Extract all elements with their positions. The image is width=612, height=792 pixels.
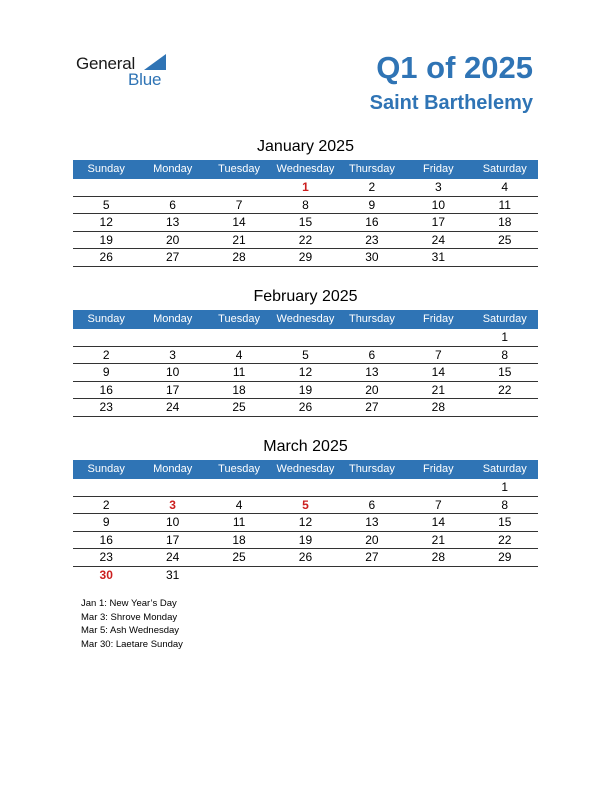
day-cell: 20 <box>365 382 379 397</box>
day-cell: 27 <box>165 250 180 264</box>
logo-blue-text: Blue <box>128 70 162 89</box>
day-cell: 5 <box>302 347 309 362</box>
day-cell: 7 <box>235 197 243 212</box>
day-cell: 24 <box>165 400 180 414</box>
week-row <box>73 567 538 584</box>
weekday-label: Saturday <box>482 463 527 475</box>
day-cell: 3 <box>169 347 176 362</box>
day-cell <box>206 567 272 584</box>
weekday-label: Sunday <box>87 163 125 175</box>
page-subtitle: Saint Barthelemy <box>369 92 533 114</box>
day-cell: 6 <box>368 347 376 362</box>
weekday-label: Tuesday <box>218 463 260 475</box>
day-cell: 10 <box>431 197 445 212</box>
day-cell: 18 <box>232 382 246 397</box>
day-cell <box>139 329 205 346</box>
day-cell: 9 <box>102 365 110 379</box>
day-cell <box>139 479 205 496</box>
day-cell: 24 <box>165 550 180 564</box>
day-cell: 28 <box>431 550 445 564</box>
day-cell <box>206 329 272 346</box>
day-cell: 20 <box>365 532 379 547</box>
day-cell: 2 <box>368 180 376 194</box>
day-cell: 6 <box>169 197 176 212</box>
day-cell: 9 <box>368 197 376 212</box>
day-cell: 18 <box>498 215 512 229</box>
weekday-label: Wednesday <box>276 463 335 475</box>
day-cell: 25 <box>232 400 246 414</box>
day-cell <box>139 179 205 196</box>
day-cell: 22 <box>498 382 512 397</box>
day-cell: 7 <box>434 497 442 512</box>
day-cell: 13 <box>365 515 379 529</box>
week-row <box>73 197 538 215</box>
day-cell: 29 <box>298 250 313 264</box>
day-cell: 8 <box>501 347 509 362</box>
weekday-label: Wednesday <box>276 313 335 325</box>
day-cell: 21 <box>431 382 445 397</box>
day-cell <box>405 479 471 496</box>
day-cell: 14 <box>232 215 246 229</box>
week-row <box>73 514 538 532</box>
weekday-label: Monday <box>153 163 193 175</box>
day-cell: 30 <box>365 250 379 264</box>
day-cell <box>272 479 338 496</box>
weekday-label: Sunday <box>87 313 125 325</box>
day-cell <box>405 567 471 584</box>
day-cell <box>73 179 139 196</box>
day-cell: 13 <box>365 365 379 379</box>
day-cell: 27 <box>365 400 379 414</box>
day-cell: 26 <box>298 400 313 414</box>
week-row <box>73 249 538 267</box>
day-cell <box>206 179 272 196</box>
day-cell <box>472 567 538 584</box>
week-row <box>73 497 538 515</box>
weekday-label: Wednesday <box>276 163 335 175</box>
day-cell: 22 <box>298 232 313 247</box>
page-title: Q1 of 2025 <box>376 50 533 85</box>
week-row <box>73 364 538 382</box>
day-cell: 18 <box>232 532 246 547</box>
day-cell <box>206 479 272 496</box>
weekday-label: Friday <box>423 313 454 325</box>
day-cell: 11 <box>232 365 246 379</box>
weekday-label: Friday <box>423 163 454 175</box>
weekday-label: Monday <box>153 313 193 325</box>
day-cell: 2 <box>102 347 110 362</box>
logo-general-text: General <box>76 54 136 73</box>
day-cell: 21 <box>232 232 246 247</box>
day-cell: 31 <box>165 567 180 582</box>
day-cell: 14 <box>431 515 445 529</box>
day-cell: 11 <box>498 197 511 212</box>
generalblue-logo <box>76 52 176 92</box>
day-cell: 8 <box>302 197 309 212</box>
holiday-notes <box>81 597 183 651</box>
day-cell: 23 <box>365 232 379 247</box>
day-cell: 19 <box>99 232 113 247</box>
week-row <box>73 382 538 400</box>
week-row <box>73 347 538 365</box>
day-cell: 1 <box>302 180 309 194</box>
day-cell: 4 <box>235 497 243 512</box>
week-row <box>73 214 538 232</box>
week-row <box>73 329 538 347</box>
weekday-label: Saturday <box>482 313 527 325</box>
day-cell: 5 <box>102 197 110 212</box>
day-cell <box>339 479 405 496</box>
day-cell: 17 <box>165 382 180 397</box>
day-cell: 3 <box>169 497 176 512</box>
day-cell: 11 <box>232 515 246 529</box>
day-cell: 20 <box>165 232 180 247</box>
day-cell: 9 <box>102 515 110 529</box>
day-cell: 15 <box>298 215 313 229</box>
holiday-note: Jan 1: New Year’s Day <box>81 598 177 609</box>
day-cell: 16 <box>99 532 113 547</box>
holiday-note: Mar 5: Ash Wednesday <box>81 625 180 636</box>
weekday-label: Friday <box>423 463 454 475</box>
day-cell <box>472 399 538 416</box>
day-cell: 16 <box>99 382 113 397</box>
day-cell <box>272 329 338 346</box>
day-cell: 26 <box>298 550 313 564</box>
day-cell: 19 <box>298 382 313 397</box>
day-cell: 10 <box>165 515 180 529</box>
week-row <box>73 232 538 250</box>
day-cell <box>272 567 338 584</box>
week-row <box>73 532 538 550</box>
month-title: February 2025 <box>253 288 358 305</box>
day-cell: 12 <box>298 515 313 529</box>
week-row <box>73 549 538 567</box>
day-cell: 29 <box>498 550 512 564</box>
day-cell <box>339 567 405 584</box>
week-row <box>73 399 538 417</box>
day-cell <box>339 329 405 346</box>
logo-triangle-icon <box>144 54 166 70</box>
day-cell: 6 <box>368 497 376 512</box>
month-title: January 2025 <box>257 138 354 155</box>
weekday-label: Thursday <box>348 463 395 475</box>
day-cell: 17 <box>431 215 445 229</box>
day-cell: 12 <box>99 215 113 229</box>
day-cell: 23 <box>99 550 113 564</box>
holiday-note: Mar 30: Laetare Sunday <box>81 638 183 650</box>
day-cell <box>405 329 471 346</box>
weekday-label: Saturday <box>482 163 527 175</box>
weekday-label: Monday <box>153 463 193 475</box>
day-cell: 3 <box>434 180 442 194</box>
day-cell: 30 <box>99 567 113 582</box>
day-cell: 12 <box>298 365 313 379</box>
weekday-label: Tuesday <box>218 313 260 325</box>
day-cell: 28 <box>431 400 445 414</box>
day-cell: 10 <box>165 365 180 379</box>
month-february <box>73 286 538 417</box>
day-cell: 13 <box>165 215 180 229</box>
day-cell: 25 <box>498 232 512 247</box>
day-cell: 1 <box>501 330 509 344</box>
day-cell: 26 <box>99 250 113 264</box>
week-row <box>73 479 538 497</box>
month-march <box>73 436 538 583</box>
weekday-label: Sunday <box>87 463 125 475</box>
holiday-note: Mar 3: Shrove Monday <box>81 611 178 623</box>
day-cell: 22 <box>498 532 512 547</box>
day-cell: 28 <box>232 250 246 264</box>
day-cell: 8 <box>501 497 509 512</box>
month-title: March 2025 <box>263 438 348 455</box>
weekday-label: Tuesday <box>218 163 260 175</box>
day-cell <box>472 249 538 266</box>
day-cell: 7 <box>434 347 442 362</box>
day-cell: 25 <box>232 550 246 564</box>
day-cell: 1 <box>501 480 509 494</box>
week-row <box>73 179 538 197</box>
day-cell <box>73 329 139 346</box>
day-cell: 31 <box>431 250 445 264</box>
day-cell: 23 <box>99 400 113 414</box>
day-cell: 4 <box>235 347 243 362</box>
weekday-header <box>73 160 538 179</box>
day-cell: 15 <box>498 365 512 379</box>
day-cell: 4 <box>501 180 509 194</box>
weekday-header <box>73 460 538 479</box>
day-cell: 27 <box>365 550 379 564</box>
weekday-label: Thursday <box>348 163 395 175</box>
day-cell: 5 <box>302 497 309 512</box>
day-cell: 15 <box>498 515 512 529</box>
day-cell: 17 <box>165 532 180 547</box>
weekday-label: Thursday <box>348 313 395 325</box>
day-cell: 14 <box>431 365 445 379</box>
month-january <box>73 136 538 267</box>
day-cell: 19 <box>298 532 313 547</box>
day-cell: 24 <box>431 232 445 247</box>
day-cell: 2 <box>102 497 110 512</box>
weekday-header <box>73 310 538 329</box>
day-cell: 16 <box>365 215 379 229</box>
day-cell <box>73 479 139 496</box>
day-cell: 21 <box>431 532 445 547</box>
